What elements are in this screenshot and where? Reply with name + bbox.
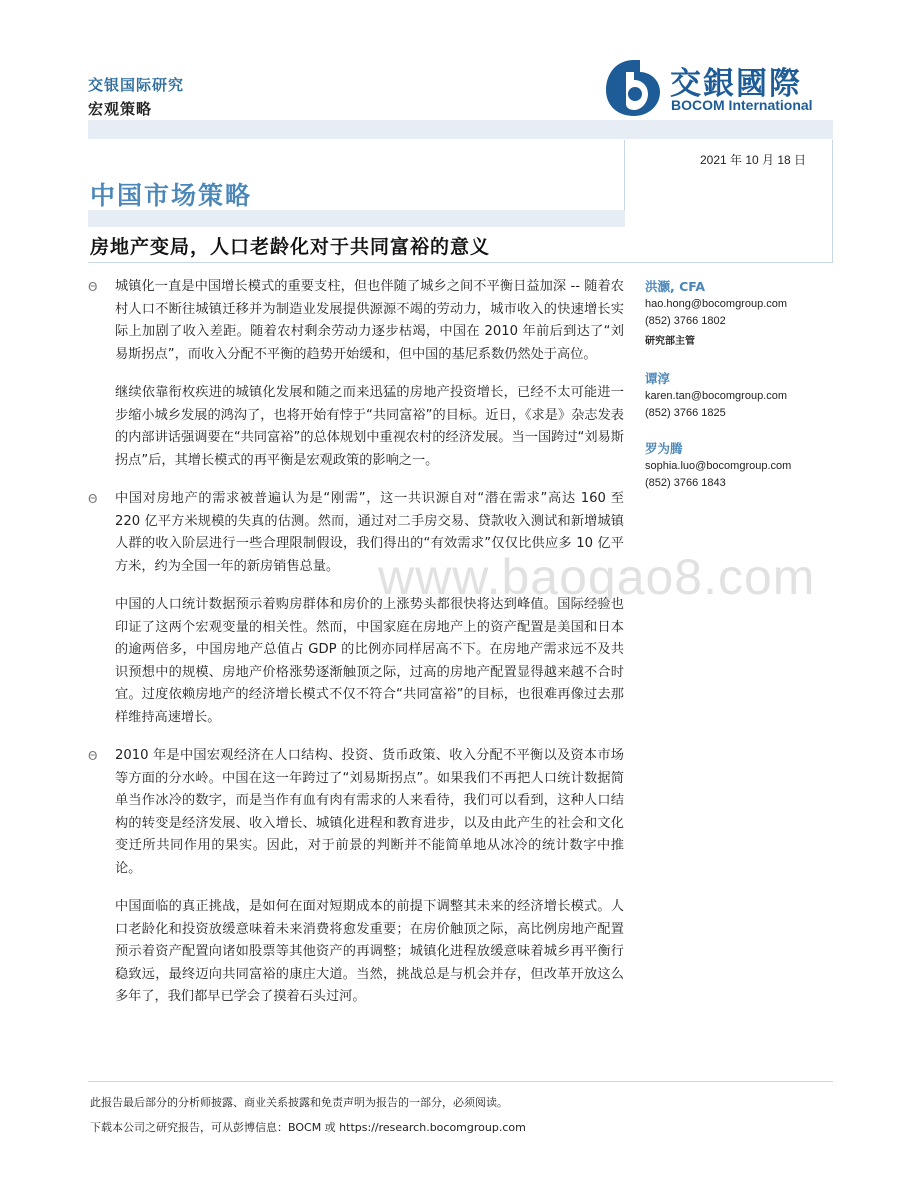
report-title: 中国市场策略 <box>90 181 253 210</box>
paragraph <box>88 276 624 366</box>
paragraph-text: 城镇化一直是中国增长模式的重要支柱，但也伴随了城乡之间不平衡日益加深 -- 随着农村人口不断往城镇迁移并为制造业发展提供源源不竭的劳动力，城市收入的快速增长实际上加剧了收入差距。随着农村剩余劳动力逐步枯竭，中国在 2010 年前后到达了“刘易斯拐点”，而收入分配不平衡的趋势开始缓和，但中国的基尼系数仍然处于高位。 <box>115 279 624 362</box>
analyst-card <box>645 278 830 352</box>
paragraph-text: 中国对房地产的需求被普遍认为是“刚需”，这一共识源自对“潜在需求”高达 160 至 220 亿平方米规模的失真的估测。然而，通过对二手房交易、贷款收入测试和新增城镇人群的收入阶层进行一些合理限制假设，我们得出的“有效需求”仅仅比供应多 10 亿平方米，约为全国一年的新房销售总量。 <box>115 491 624 574</box>
divider-vertical-right <box>832 140 833 262</box>
divider-footer <box>88 1081 833 1082</box>
analyst-name: 罗为腾 <box>645 441 683 456</box>
analyst-email[interactable]: sophia.luo@bocomgroup.com <box>645 460 792 472</box>
footer-disclaimer: 此报告最后部分的分析师披露、商业关系披露和免责声明为报告的一部分，必须阅读。 <box>90 1096 508 1109</box>
analyst-phone: (852) 3766 1843 <box>645 477 726 489</box>
report-date: 2021 年 10 月 18 日 <box>700 153 807 167</box>
brand-name: 交银国际研究 <box>88 76 185 94</box>
analyst-email[interactable]: karen.tan@bocomgroup.com <box>645 390 788 402</box>
title-band <box>88 210 625 227</box>
analyst-phone: (852) 3766 1802 <box>645 315 726 327</box>
bullet-icon: Θ <box>88 749 98 763</box>
report-subtitle: 房地产变局，人口老龄化对于共同富裕的意义 <box>90 236 491 258</box>
analyst-role: 研究部主管 <box>645 336 695 347</box>
analyst-name: 洪灏, CFA <box>645 279 706 294</box>
paragraph-text: 继续依靠衔枚疾进的城镇化发展和随之而来迅猛的房地产投资增长，已经不太可能进一步缩小城乡发展的鸿沟了，也将开始有悖于“共同富裕”的目标。近日，《求是》杂志发表的内部讲话强调要在“共同富裕”的总体规划中重视农村的经济发展。当一国跨过“刘易斯拐点”后，其增长模式的再平衡是宏观政策的影响之一。 <box>115 385 624 468</box>
logo-english-text: BOCOM International <box>671 97 813 113</box>
footer-download-note[interactable]: 下载本公司之研究报告，可从彭博信息：BOCM 或 https://research.bocomgroup.com <box>90 1121 526 1134</box>
analyst-phone: (852) 3766 1825 <box>645 407 726 419</box>
report-category: 宏观策略 <box>88 100 153 118</box>
analyst-card <box>645 440 830 492</box>
analyst-email[interactable]: hao.hong@bocomgroup.com <box>645 298 788 310</box>
watermark: www.baogao8.com <box>378 549 816 605</box>
header-band <box>88 120 833 139</box>
divider-horizontal <box>88 262 833 263</box>
analyst-name: 谭淳 <box>645 371 671 386</box>
logo-chinese-text: 交銀國際 <box>670 66 802 102</box>
divider-vertical <box>624 140 625 210</box>
paragraph-text: 中国的人口统计数据预示着购房群体和房价的上涨势头都很快将达到峰值。国际经验也印证了这两个宏观变量的相关性。然而，中国家庭在房地产上的资产配置是美国和日本的逾两倍多，中国房地产总值占 GDP 的比例亦同样居高不下。在房地产需求远不及共识预想中的规模、房地产价格涨势逐渐触顶之际，过高的房地产配置显得越来越不合时宜。过度依赖房地产的经济增长模式不仅不符合“共同富裕”的目标，也很难再像过去那样维持高速增长。 <box>115 597 624 725</box>
bullet-icon: Θ <box>88 492 98 506</box>
report-body <box>88 276 624 1025</box>
analyst-sidebar <box>645 278 830 510</box>
paragraph <box>88 594 624 729</box>
bullet-icon: Θ <box>88 280 98 294</box>
analyst-card <box>645 370 830 422</box>
paragraph-text: 中国面临的真正挑战，是如何在面对短期成本的前提下调整其未来的经济增长模式。人口老龄化和投资放缓意味着未来消费将愈发重要；在房价触顶之际，高比例房地产配置预示着资产配置向诸如股票等其他资产的再调整；城镇化进程放缓意味着城乡再平衡行稳致远，最终迈向共同富裕的康庄大道。当然，挑战总是与机会并存，但改革开放这么多年了，我们都早已学会了摸着石头过河。 <box>115 899 624 1004</box>
paragraph <box>88 745 624 880</box>
paragraph <box>88 382 624 472</box>
paragraph <box>88 896 624 1009</box>
paragraph-text: 2010 年是中国宏观经济在人口结构、投资、货币政策、收入分配不平衡以及资本市场等方面的分水岭。中国在这一年跨过了“刘易斯拐点”。如果我们不再把人口统计数据简单当作冰冷的数字，而是当作有血有肉有需求的人来看待，我们可以看到，这种人口结构的转变是经济发展、收入增长、城镇化进程和教育进步，以及由此产生的社会和文化变迁所共同作用的果实。因此，对于前景的判断并不能简单地从冰冷的统计数字中推论。 <box>115 748 624 876</box>
